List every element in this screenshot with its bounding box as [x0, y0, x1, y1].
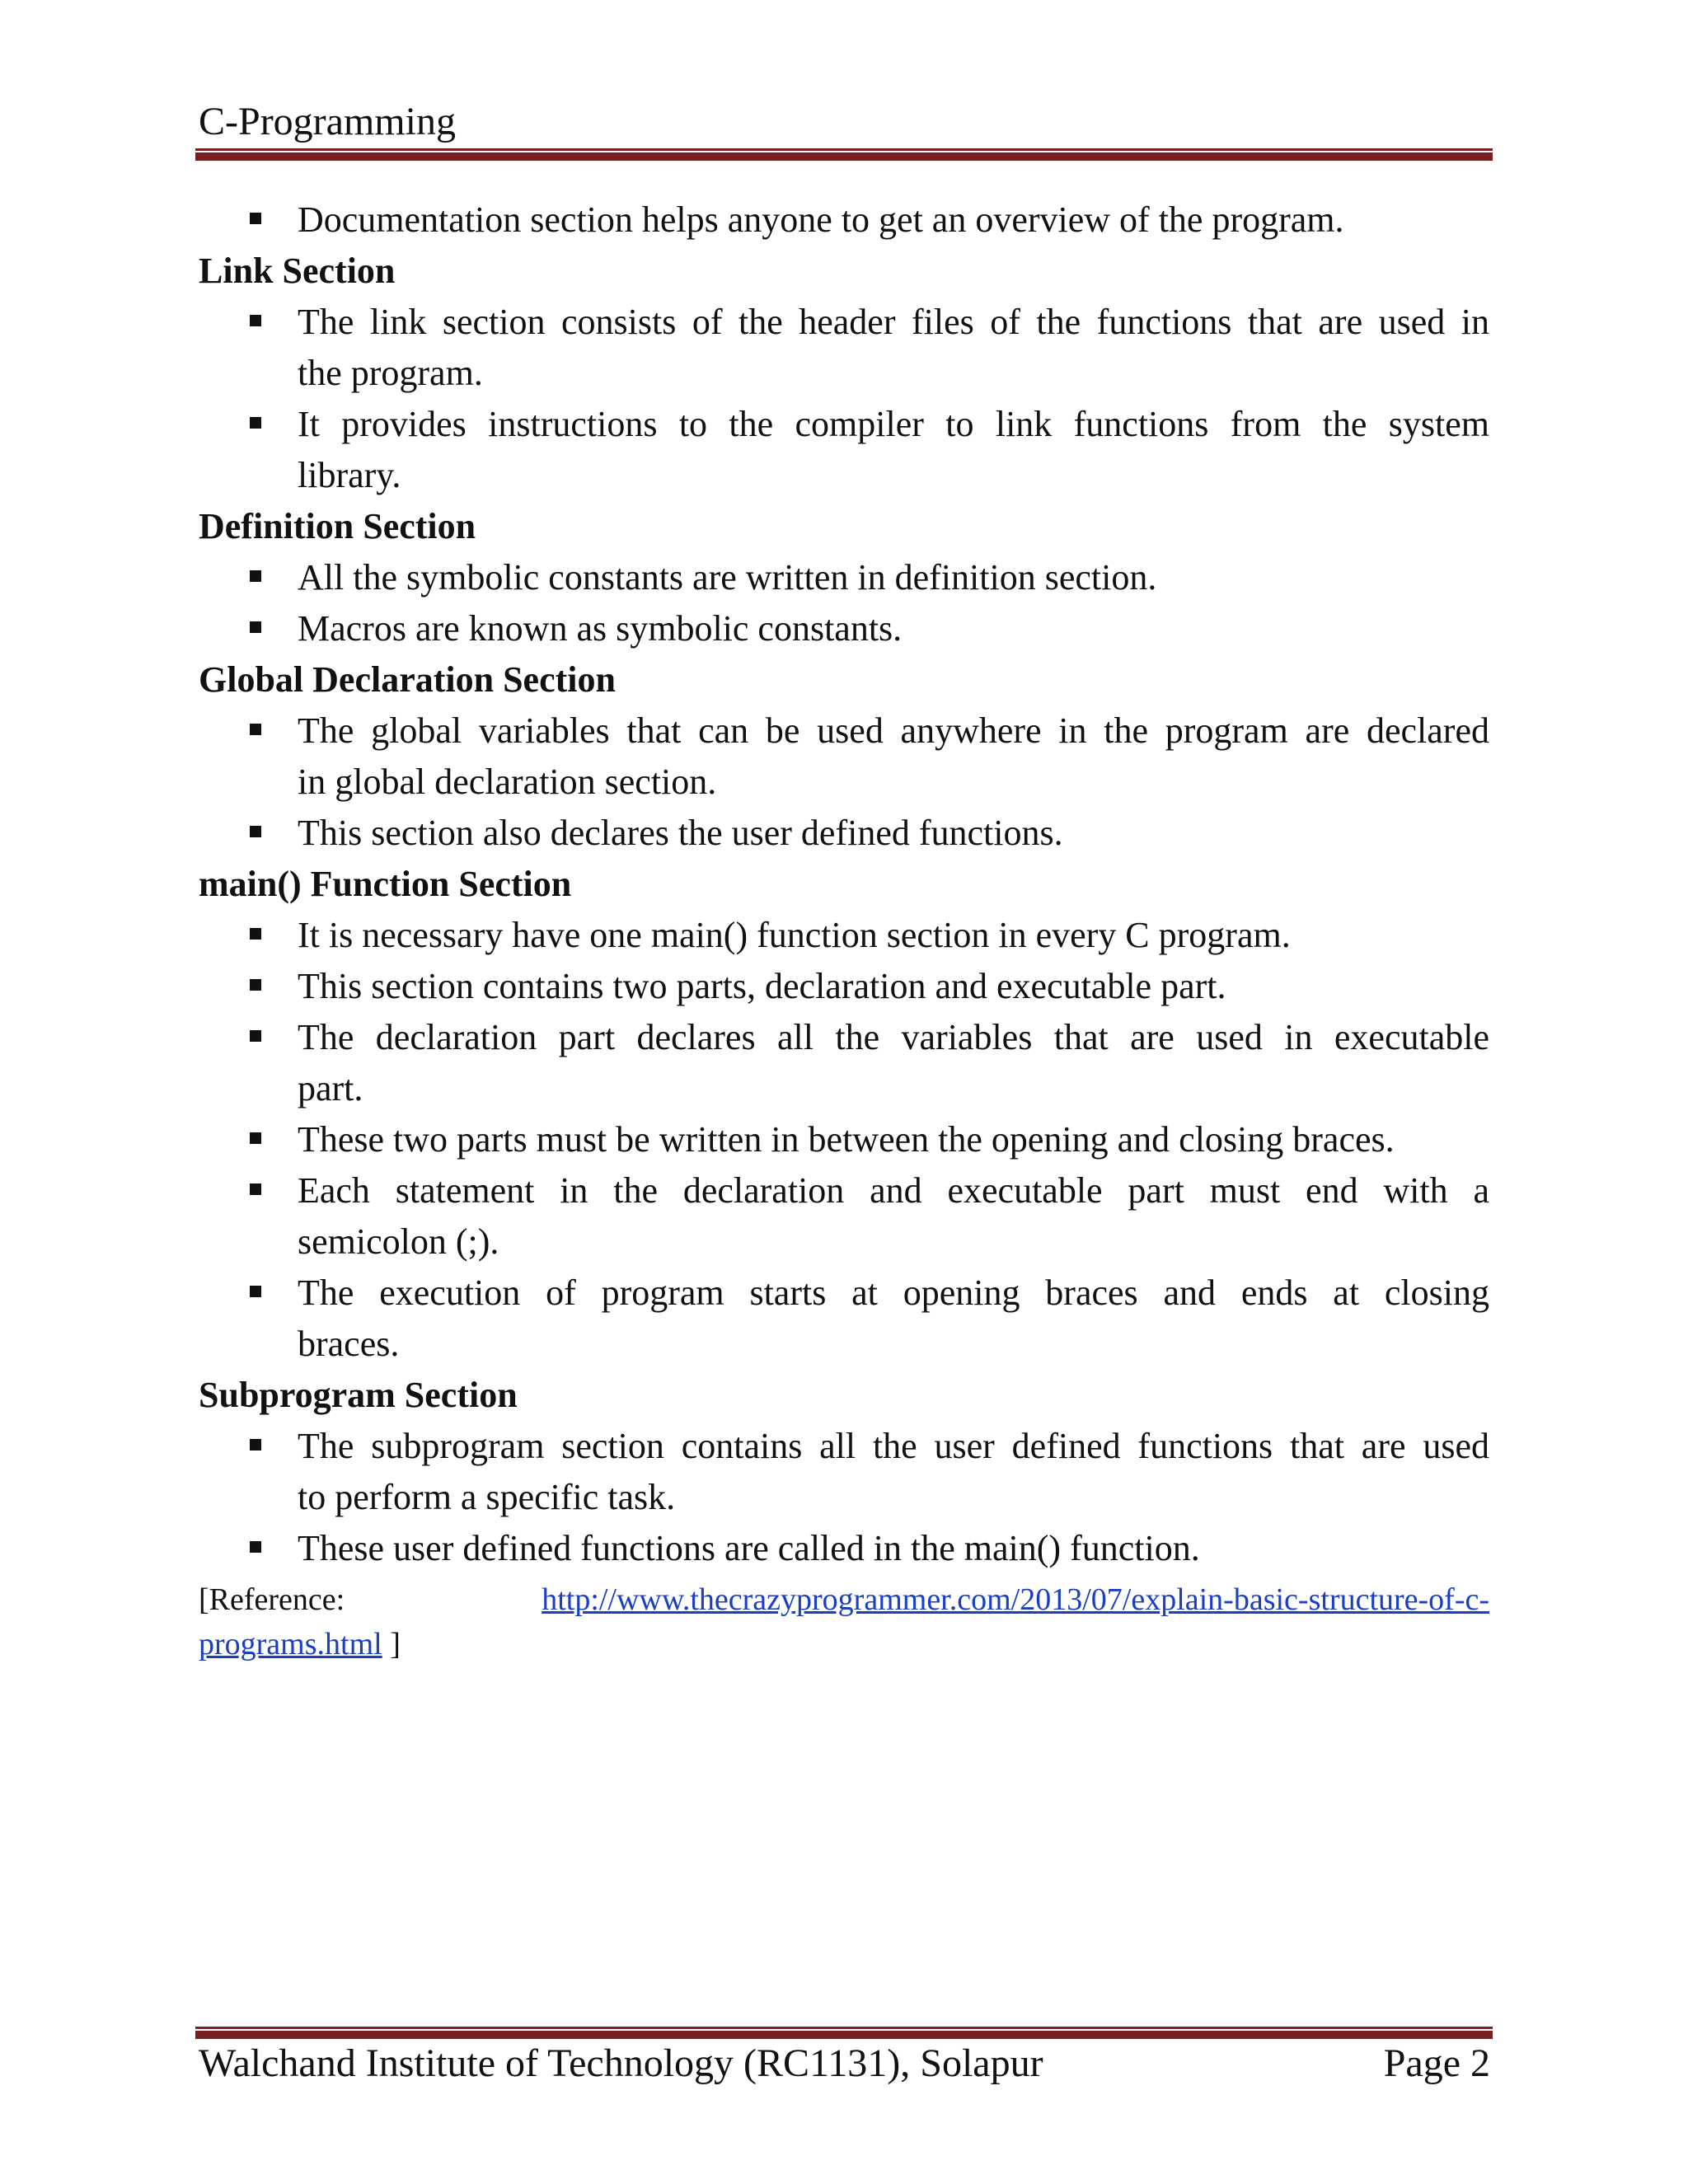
section [199, 859, 1489, 1370]
square-bullet-icon [250, 928, 261, 940]
bullet-item [199, 1421, 1489, 1523]
reference-link[interactable]: http://www.thecrazyprogrammer.com/2013/07/explain-basic-structure-of-c- [542, 1582, 1489, 1617]
section-heading: main() Function Section [199, 864, 572, 904]
bullet-item [199, 1114, 1489, 1165]
bullet-text-line: It is necessary have one main() function section in every C program. [298, 915, 1291, 955]
bullet-text-line: These user defined functions are called in the main() function. [298, 1528, 1200, 1568]
bullet-item [199, 1012, 1489, 1114]
bullet-text-line: Documentation section helps anyone to get an overview of the program. [298, 199, 1344, 240]
page-body [199, 194, 1489, 1666]
bullet-item [199, 194, 1489, 246]
footer-rule-thin [195, 2027, 1493, 2029]
reference-label: [Reference: [199, 1582, 345, 1617]
bullet-item [199, 910, 1489, 961]
bullet-text-line: The link section consists of the header files of the functions that are used in [298, 302, 1489, 342]
bullet-item [199, 1165, 1489, 1268]
bullet-text-line: This section also declares the user defined functions. [298, 813, 1063, 853]
bullet-item [199, 1523, 1489, 1574]
section [199, 654, 1489, 859]
footer-rule-thick [195, 2031, 1493, 2039]
header-title: C-Programming [199, 100, 456, 143]
square-bullet-icon [250, 1183, 261, 1195]
bullet-text-line: braces. [298, 1324, 400, 1364]
bullet-item [199, 1268, 1489, 1370]
bullet-text-line: All the symbolic constants are written in definition section. [298, 557, 1157, 598]
bullet-text-line: It provides instructions to the compiler to link functions from the system [298, 404, 1489, 444]
bullet-item [199, 808, 1489, 859]
section [199, 246, 1489, 501]
square-bullet-icon [250, 979, 261, 991]
square-bullet-icon [250, 724, 261, 735]
square-bullet-icon [250, 315, 261, 326]
reference-close-bracket: ] [382, 1627, 401, 1661]
bullet-text-line: This section contains two parts, declaration and executable part. [298, 966, 1226, 1006]
section-heading: Subprogram Section [199, 1375, 518, 1415]
section [199, 501, 1489, 654]
square-bullet-icon [250, 1439, 261, 1451]
section-heading: Global Declaration Section [199, 659, 616, 700]
bullet-text-line: The execution of program starts at opening braces and ends at closing [298, 1272, 1489, 1313]
bullet-text-line: The subprogram section contains all the user defined functions that are used [298, 1426, 1489, 1466]
square-bullet-icon [250, 1541, 261, 1553]
reference-link-continued[interactable]: programs.html [199, 1627, 382, 1661]
square-bullet-icon [250, 213, 261, 224]
square-bullet-icon [250, 826, 261, 837]
bullet-text-line: The declaration part declares all the variables that are used in executable [298, 1017, 1489, 1057]
bullet-text-line: to perform a specific task. [298, 1477, 676, 1517]
bullet-text-line: part. [298, 1068, 363, 1108]
bullet-text-line: Macros are known as symbolic constants. [298, 608, 903, 649]
bullet-item [199, 399, 1489, 501]
square-bullet-icon [250, 570, 261, 582]
footer-institute: Walchand Institute of Technology (RC1131), Solapur [199, 2041, 1043, 2085]
square-bullet-icon [250, 417, 261, 429]
square-bullet-icon [250, 1132, 261, 1144]
footer-page-number: Page 2 [1383, 2041, 1490, 2085]
section-heading: Link Section [199, 251, 396, 291]
reference-block [199, 1577, 1489, 1666]
square-bullet-icon [250, 1030, 261, 1042]
bullet-item [199, 552, 1489, 603]
bullet-item [199, 603, 1489, 654]
bullet-text-line: in global declaration section. [298, 762, 717, 802]
header-rule-thin [195, 148, 1493, 151]
section [199, 1370, 1489, 1574]
section-heading: Definition Section [199, 506, 476, 546]
square-bullet-icon [250, 621, 261, 633]
square-bullet-icon [250, 1286, 261, 1297]
bullet-item [199, 297, 1489, 399]
bullet-text-line: library. [298, 455, 401, 495]
bullet-text-line: These two parts must be written in between the opening and closing braces. [298, 1119, 1395, 1160]
bullet-item [199, 705, 1489, 808]
bullet-text-line: semicolon (;). [298, 1221, 499, 1262]
bullet-text-line: the program. [298, 353, 483, 393]
bullet-text-line: Each statement in the declaration and executable part must end with a [298, 1170, 1489, 1211]
bullet-text-line: The global variables that can be used anywhere in the program are declared [298, 710, 1489, 751]
bullet-item [199, 961, 1489, 1012]
header-rule-thick [195, 152, 1493, 161]
